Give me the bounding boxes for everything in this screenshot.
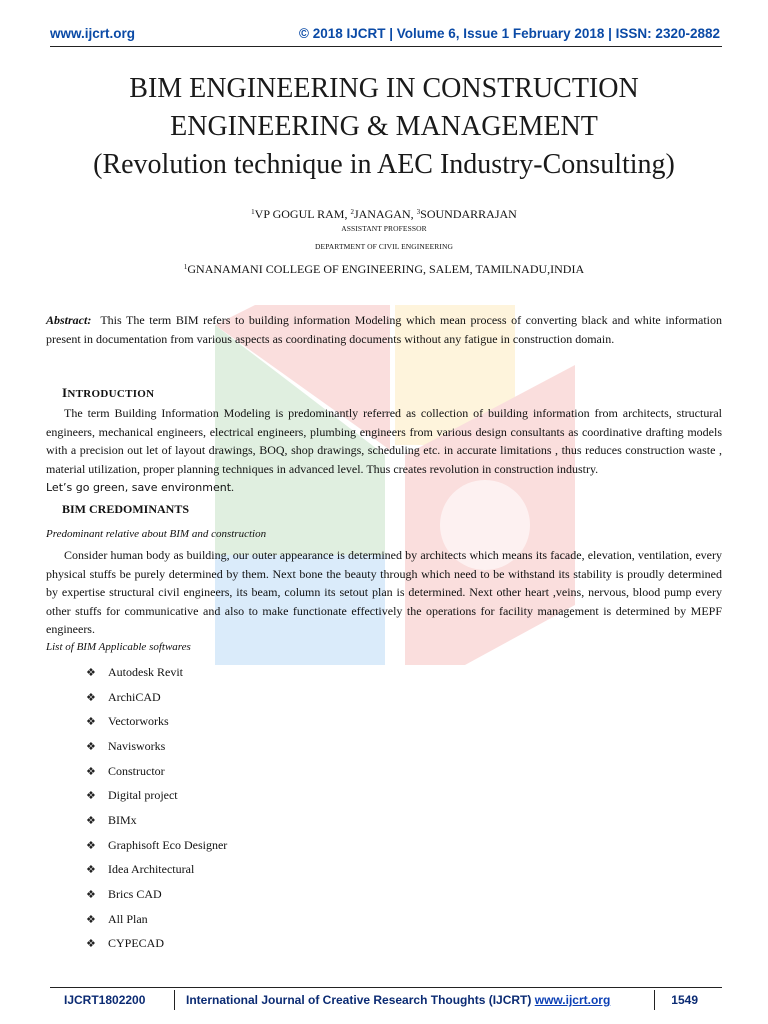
footer-site-link[interactable]: www.ijcrt.org [534,993,611,1007]
author-2: JANAGAN, [353,207,417,221]
header-divider [50,46,722,47]
diamond-bullet-icon: ❖ [86,913,96,926]
software-name: Idea Architectural [108,862,195,877]
author-3-sup: 3 [416,208,421,216]
list-item [86,783,227,808]
affiliation-text: GNANAMANI COLLEGE OF ENGINEERING, SALEM, TAMILNADU,INDIA [187,262,585,276]
list-item [86,709,227,734]
author-line [40,207,728,222]
list-item [86,932,227,957]
introduction-closing-end: . [231,480,235,494]
footer-paper-id: IJCRT1802200 [64,993,146,1007]
title-line-3: (Revolution technique in AEC Industry-Consulting) [93,149,675,180]
list-item [86,882,227,907]
introduction-heading-rest: NTRODUCTION [67,388,155,400]
diamond-bullet-icon: ❖ [86,716,96,729]
list-item [86,685,227,710]
software-list [86,660,227,956]
running-footer [50,990,722,1012]
diamond-bullet-icon: ❖ [86,765,96,778]
diamond-bullet-icon: ❖ [86,814,96,827]
software-name: Constructor [108,763,165,778]
software-name: CYPECAD [108,936,165,951]
bim-paragraph-text: Consider human body as building, our outer appearance is determined by architects which means its facade, elevation, ventilation, every physical stuffs be purely determined by them. Next bone the beauty through which need to be withstand its stability is proudly determined by expertise structural civil engineers, its beam, column its setout plan is determined. Next other heart ,veins, nervous, blood pump every other stuffs for communicative and also to make functionate effectively the operations for facility management is determined by MEPF engineers. [46,548,722,636]
footer-journal-name: International Journal of Creative Research Thoughts (IJCRT) [186,993,535,1007]
diamond-bullet-icon: ❖ [86,691,96,704]
author-department: DEPARTMENT OF CIVIL ENGINEERING [315,242,453,251]
diamond-bullet-icon: ❖ [86,666,96,679]
list-item [86,734,227,759]
footer-page-number: 1549 [671,993,698,1007]
footer-separator [174,990,175,1010]
software-name: ArchiCAD [108,689,161,704]
introduction-text: The term Building Information Modeling is predominantly referred as collection of building information from architects, structural engineers, mechanical engineers, electrical engineers, plumbing engineers from various design consultants as coordinative drafting models with a precision out let of layout drawings, BOQ, shop drawings, scheduling etc. in accurate limitations , thus reduces construction waste , material utilization, proper planning techniques in advanced level. Thus creates revolution in construction industry. [46,406,722,476]
title-line-1: BIM ENGINEERING IN CONSTRUCTION [129,73,639,104]
author-affiliation [40,262,728,277]
diamond-bullet-icon: ❖ [86,740,96,753]
diamond-bullet-icon: ❖ [86,889,96,902]
bim-credominants-heading: BIM CREDOMINANTS [62,502,190,516]
list-item [86,833,227,858]
list-item [86,759,227,784]
list-item [86,907,227,932]
introduction-heading-cap: I [62,385,68,400]
software-name: Brics CAD [108,887,162,902]
bim-subheading: Predominant relative about BIM and construction [46,528,267,540]
software-name: Graphisoft Eco Designer [108,837,228,852]
author-1: VP GOGUL RAM, [254,207,351,221]
author-role: ASSISTANT PROFESSOR [341,224,427,233]
diamond-bullet-icon: ❖ [86,790,96,803]
author-2-sup: 2 [350,208,354,216]
running-header [50,24,720,44]
footer-divider [50,987,722,988]
software-name: Vectorworks [108,714,169,729]
list-item [86,808,227,833]
header-issue-info: © 2018 IJCRT | Volume 6, Issue 1 February 2018 | ISSN: 2320-2882 [299,26,720,41]
software-name: Navisworks [108,738,166,753]
header-site-link[interactable]: www.ijcrt.org [50,26,136,41]
list-item [86,660,227,685]
diamond-bullet-icon: ❖ [86,864,96,877]
author-1-sup: 1 [251,208,255,216]
footer-separator [654,990,655,1010]
author-3: SOUNDARRAJAN [420,207,517,221]
abstract-paragraph [46,311,722,348]
introduction-closing: Let’s go green, save environment [46,481,232,494]
software-name: All Plan [108,911,148,926]
diamond-bullet-icon: ❖ [86,938,96,951]
software-list-title: List of BIM Applicable softwares [46,641,191,653]
list-item [86,858,227,883]
footer-journal [186,993,610,1007]
title-line-2: ENGINEERING & MANAGEMENT [170,111,598,142]
software-name: BIMx [108,812,137,827]
software-name: Autodesk Revit [108,664,183,679]
diamond-bullet-icon: ❖ [86,839,96,852]
abstract-text: This The term BIM refers to building information Modeling which mean process of converting black and white information present in documentation from various aspects as coordinating documents without any fatigue in construction domain. [46,313,722,346]
paper-title [40,70,728,184]
bim-paragraph [46,546,722,639]
affiliation-sup: 1 [183,263,188,271]
introduction-heading [62,385,154,401]
software-name: Digital project [108,788,178,803]
introduction-paragraph [46,404,722,498]
abstract-label: Abstract: [46,313,92,327]
